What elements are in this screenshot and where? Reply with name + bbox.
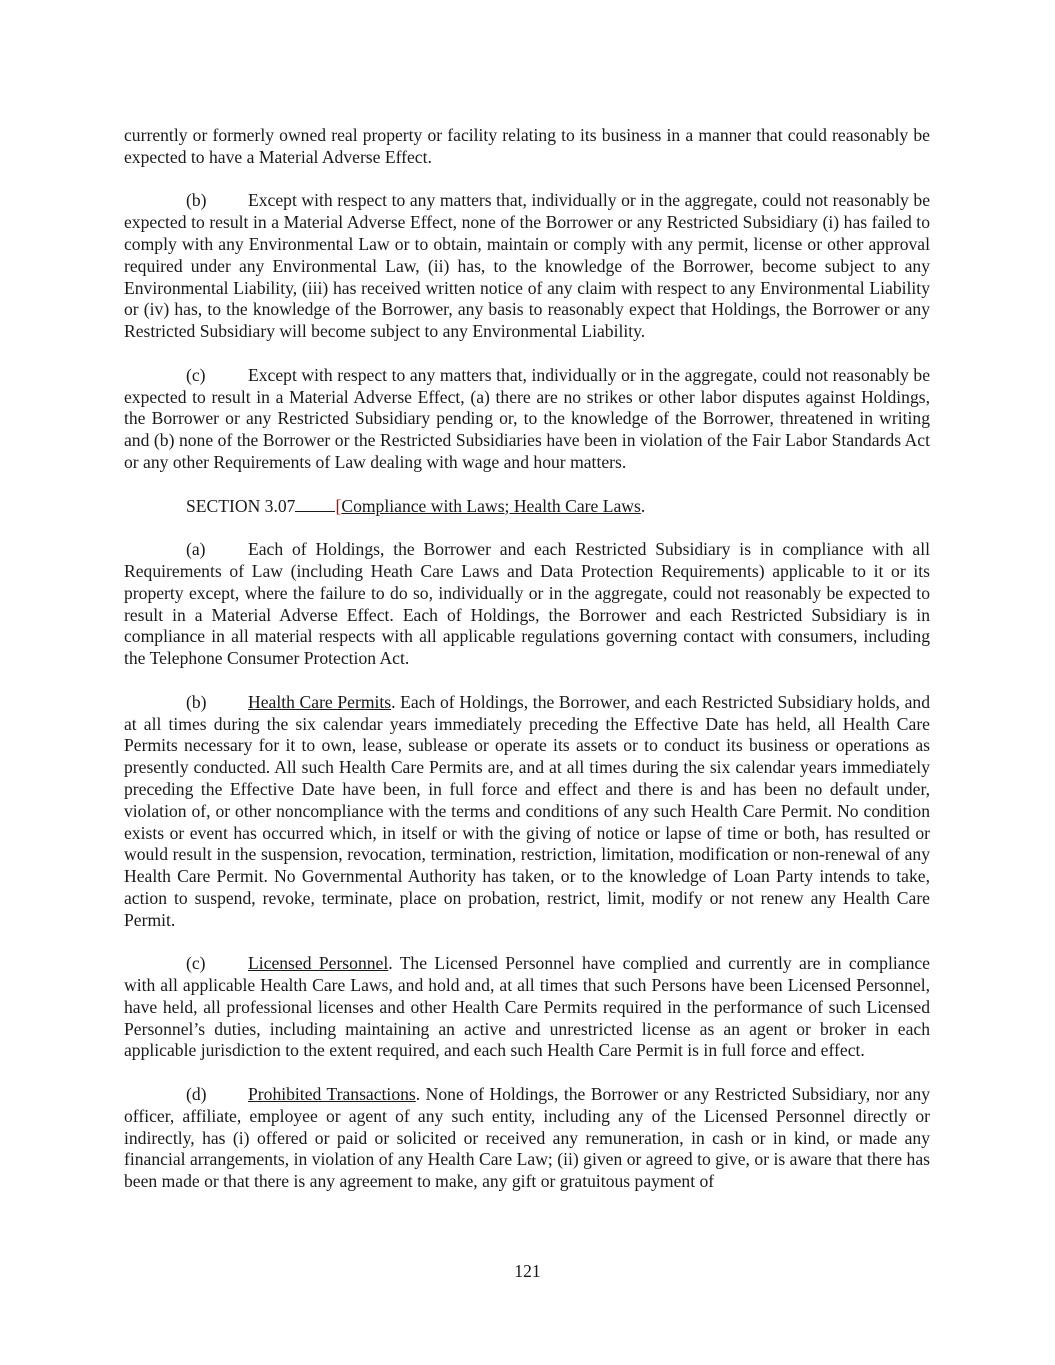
tab-underline bbox=[295, 496, 335, 512]
paragraph-text: . Each of Holdings, the Borrower, and each Restricted Subsidiary holds, and at all times during the six calendar years immediately preceding the Effective Date has held, all Health Care Permits necessary for it to own, lease, sublease or operate its assets or to conduct its business or operations as presently conducted. All such Health Care Permits are, and at all times during the six calendar years immediately preceding the Effective Date have been, in full force and effect and there is and has been no default under, violation of, or other noncompliance with the terms and conditions of any such Health Care Permit. No condition exists or event has occurred which, in itself or with the giving of notice or lapse of time or both, has resulted or would result in the suspension, revocation, termination, restriction, limitation, modification or non-renewal of any Health Care Permit. No Governmental Authority has taken, or to the knowledge of Loan Party intends to take, action to suspend, revoke, terminate, place on probation, restrict, limit, modify or not renew any Health Care Permit. bbox=[124, 691, 930, 930]
paragraph-text: Except with respect to any matters that, individually or in the aggregate, could not reasonably be expected to result in a Material Adverse Effect, none of the Borrower or any Restricted Subsidiary (i) has failed to comply with any Environmental Law or to obtain, maintain or comply with any permit, license or other approval required under any Environmental Law, (ii) has, to the knowledge of the Borrower, become subject to any Environmental Liability, (iii) has received written notice of any claim with respect to any Environmental Liability or (iv) has, to the knowledge of the Borrower, any basis to reasonably expect that Holdings, the Borrower or any Restricted Subsidiary will become subject to any Environmental Liability. bbox=[124, 190, 930, 342]
paragraph-continuation: currently or formerly owned real property or facility relating to its business in a manner that could reasonably be expected to have a Material Adverse Effect. bbox=[124, 125, 930, 167]
redline-mark: [ bbox=[335, 495, 342, 516]
section-number: SECTION 3.07 bbox=[186, 495, 296, 516]
paragraph-text: Except with respect to any matters that, individually or in the aggregate, could not reasonably be expected to result in a Material Adverse Effect, (a) there are no strikes or other labor disputes against Holdings, the Borrower or any Restricted Subsidiary pending or, to the knowledge of the Borrower, threatened in writing and (b) none of the Borrower or the Restricted Subsidiaries have been in violation of the Fair Labor Standards Act or any other Requirements of Law dealing with wage and hour matters. bbox=[124, 364, 930, 472]
paragraph-text: Each of Holdings, the Borrower and each Restricted Subsidiary is in compliance with all Requirements of Law (including Heath Care Laws and Data Protection Requirements) applicable to it or its property except, where the failure to do so, individually or in the aggregate, could not reasonably be expected to result in a Material Adverse Effect. Each of Holdings, the Borrower and each Restricted Subsidiary is in compliance in all material respects with all applicable regulations governing contact with consumers, including the Telephone Consumer Protection Act. bbox=[124, 539, 930, 669]
paragraph-label: (a) bbox=[186, 539, 206, 560]
paragraph-label: (b) bbox=[186, 190, 207, 211]
paragraph-b-health-care-permits bbox=[124, 692, 930, 932]
paragraph-c-labor bbox=[124, 365, 930, 474]
paragraph-heading: Prohibited Transactions bbox=[248, 1084, 416, 1105]
document-page bbox=[124, 125, 930, 1215]
paragraph-c-licensed-personnel bbox=[124, 953, 930, 1062]
paragraph-b-environmental bbox=[124, 190, 930, 343]
paragraph-d-prohibited-transactions bbox=[124, 1084, 930, 1193]
paragraph-text: . None of Holdings, the Borrower or any Restricted Subsidiary, nor any officer, affiliate, employee or agent of any such entity, including any of the Licensed Personnel directly or indirectly, has (i) offered or paid or solicited or received any remuneration, in cash or in kind, or made any financial arrangements, in violation of any Health Care Law; (ii) given or agreed to give, or is aware that there has been made or that there is any agreement to make, any gift or gratuitous payment of bbox=[124, 1084, 930, 1192]
paragraph-label: (d) bbox=[186, 1084, 207, 1105]
section-title-period: . bbox=[640, 495, 646, 516]
paragraph-text: . The Licensed Personnel have complied and currently are in compliance with all applicable Health Care Laws, and hold and, at all times that such Persons have been Licensed Personnel, have held, all professional licenses and other Health Care Permits required in the performance of such Licensed Personnel’s duties, including maintaining an active and unrestricted license as an agent or broker in each applicable jurisdiction to the extent required, and each such Health Care Permit is in full force and effect. bbox=[124, 953, 930, 1061]
section-heading bbox=[124, 496, 930, 518]
paragraph-label: (c) bbox=[186, 953, 206, 974]
page-number: 121 bbox=[514, 1261, 541, 1281]
paragraph-heading: Licensed Personnel bbox=[248, 953, 389, 974]
paragraph-heading: Health Care Permits bbox=[248, 691, 392, 712]
paragraph-label: (c) bbox=[186, 364, 206, 385]
paragraph-label: (b) bbox=[186, 691, 207, 712]
section-title: Compliance with Laws; Health Care Laws bbox=[341, 495, 641, 516]
paragraph-a-compliance bbox=[124, 539, 930, 670]
